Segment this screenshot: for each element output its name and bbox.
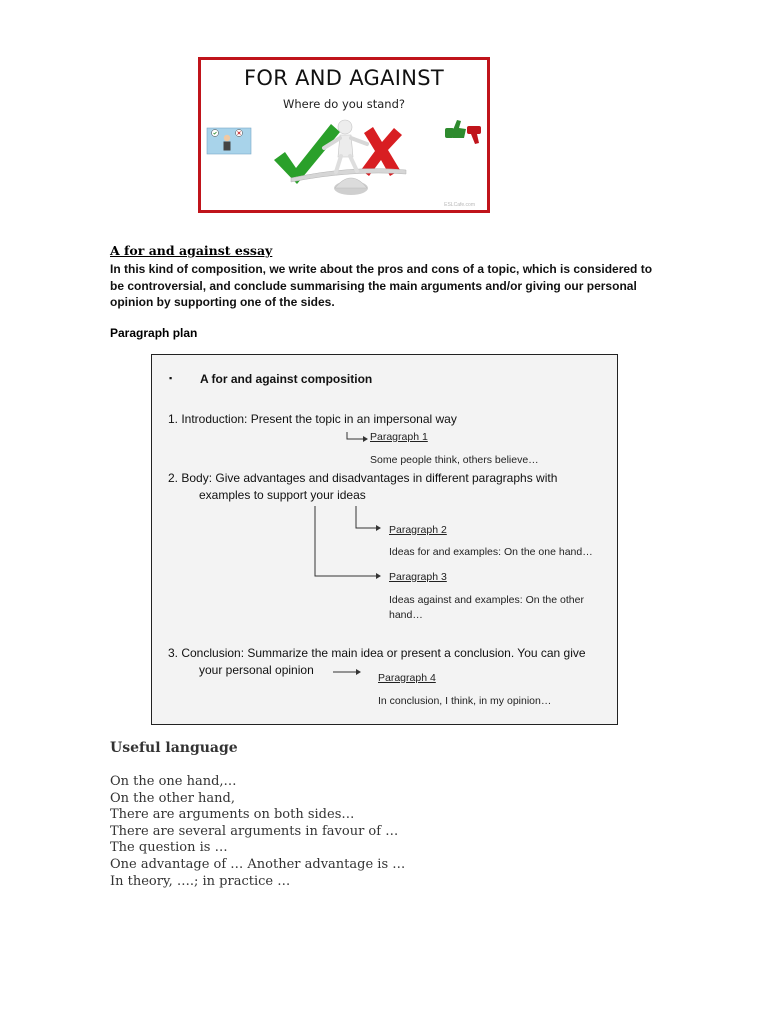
intro-line: opinion by supporting one of the sides. bbox=[110, 295, 335, 309]
essay-heading: A for and against essay bbox=[110, 243, 273, 258]
plan-box-title: A for and against composition bbox=[200, 372, 373, 386]
banner-title: FOR AND AGAINST bbox=[244, 66, 444, 90]
banner-watermark: ESLCafe.com bbox=[444, 202, 475, 208]
paragraph-3-label: Paragraph 3 bbox=[389, 571, 447, 583]
plan-conclusion-line-1: 3. Conclusion: Summarize the main idea or present a conclusion. You can give bbox=[168, 646, 586, 660]
paragraph-3-text: Ideas against and examples: On the other bbox=[389, 594, 584, 606]
plan-body-line-2: examples to support your ideas bbox=[199, 488, 366, 502]
paragraph-4-label: Paragraph 4 bbox=[378, 672, 436, 684]
paragraph-1-text: Some people think, others believe… bbox=[370, 454, 539, 466]
phrase-item: One advantage of … Another advantage is … bbox=[110, 856, 406, 872]
thumbs-up-icon bbox=[445, 120, 466, 138]
intro-line: In this kind of composition, we write about the pros and cons of a topic, which is considered to bbox=[110, 262, 653, 276]
paragraph-plan-heading: Paragraph plan bbox=[110, 326, 198, 340]
paragraph-3-text-cont: hand… bbox=[389, 609, 423, 621]
phrase-item: In theory, ….; in practice … bbox=[110, 873, 291, 889]
phrase-item: On the one hand,… bbox=[110, 774, 237, 789]
bullet-icon: ▪ bbox=[169, 373, 173, 383]
paragraph-2-text: Ideas for and examples: On the one hand… bbox=[389, 546, 593, 558]
paragraph-4-text: In conclusion, I think, in my opinion… bbox=[378, 695, 552, 707]
plan-introduction: 1. Introduction: Present the topic in an impersonal way bbox=[168, 412, 457, 426]
phrase-item: There are arguments on both sides… bbox=[110, 807, 355, 823]
thumbs-down-icon bbox=[467, 126, 481, 144]
plan-body-line-1: 2. Body: Give advantages and disadvantages in different paragraphs with bbox=[168, 471, 558, 485]
useful-language-heading: Useful language bbox=[110, 740, 238, 756]
paragraph-plan-diagram bbox=[151, 354, 618, 725]
phrase-item: On the other hand, bbox=[110, 790, 235, 806]
phrase-item: The question is … bbox=[110, 840, 228, 856]
paragraph-1-label: Paragraph 1 bbox=[370, 431, 428, 443]
intro-line: be controversial, and conclude summarising the main arguments and/or giving our personal bbox=[110, 278, 637, 293]
essay-intro bbox=[110, 261, 670, 311]
for-and-against-banner bbox=[198, 57, 490, 213]
plan-conclusion-line-2: your personal opinion bbox=[199, 663, 314, 677]
phrase-item: There are several arguments in favour of … bbox=[110, 823, 399, 839]
paragraph-2-label: Paragraph 2 bbox=[389, 524, 447, 536]
useful-phrases-list bbox=[110, 774, 405, 890]
debate-figure-icon bbox=[207, 128, 251, 154]
banner-subtitle: Where do you stand? bbox=[283, 97, 405, 111]
